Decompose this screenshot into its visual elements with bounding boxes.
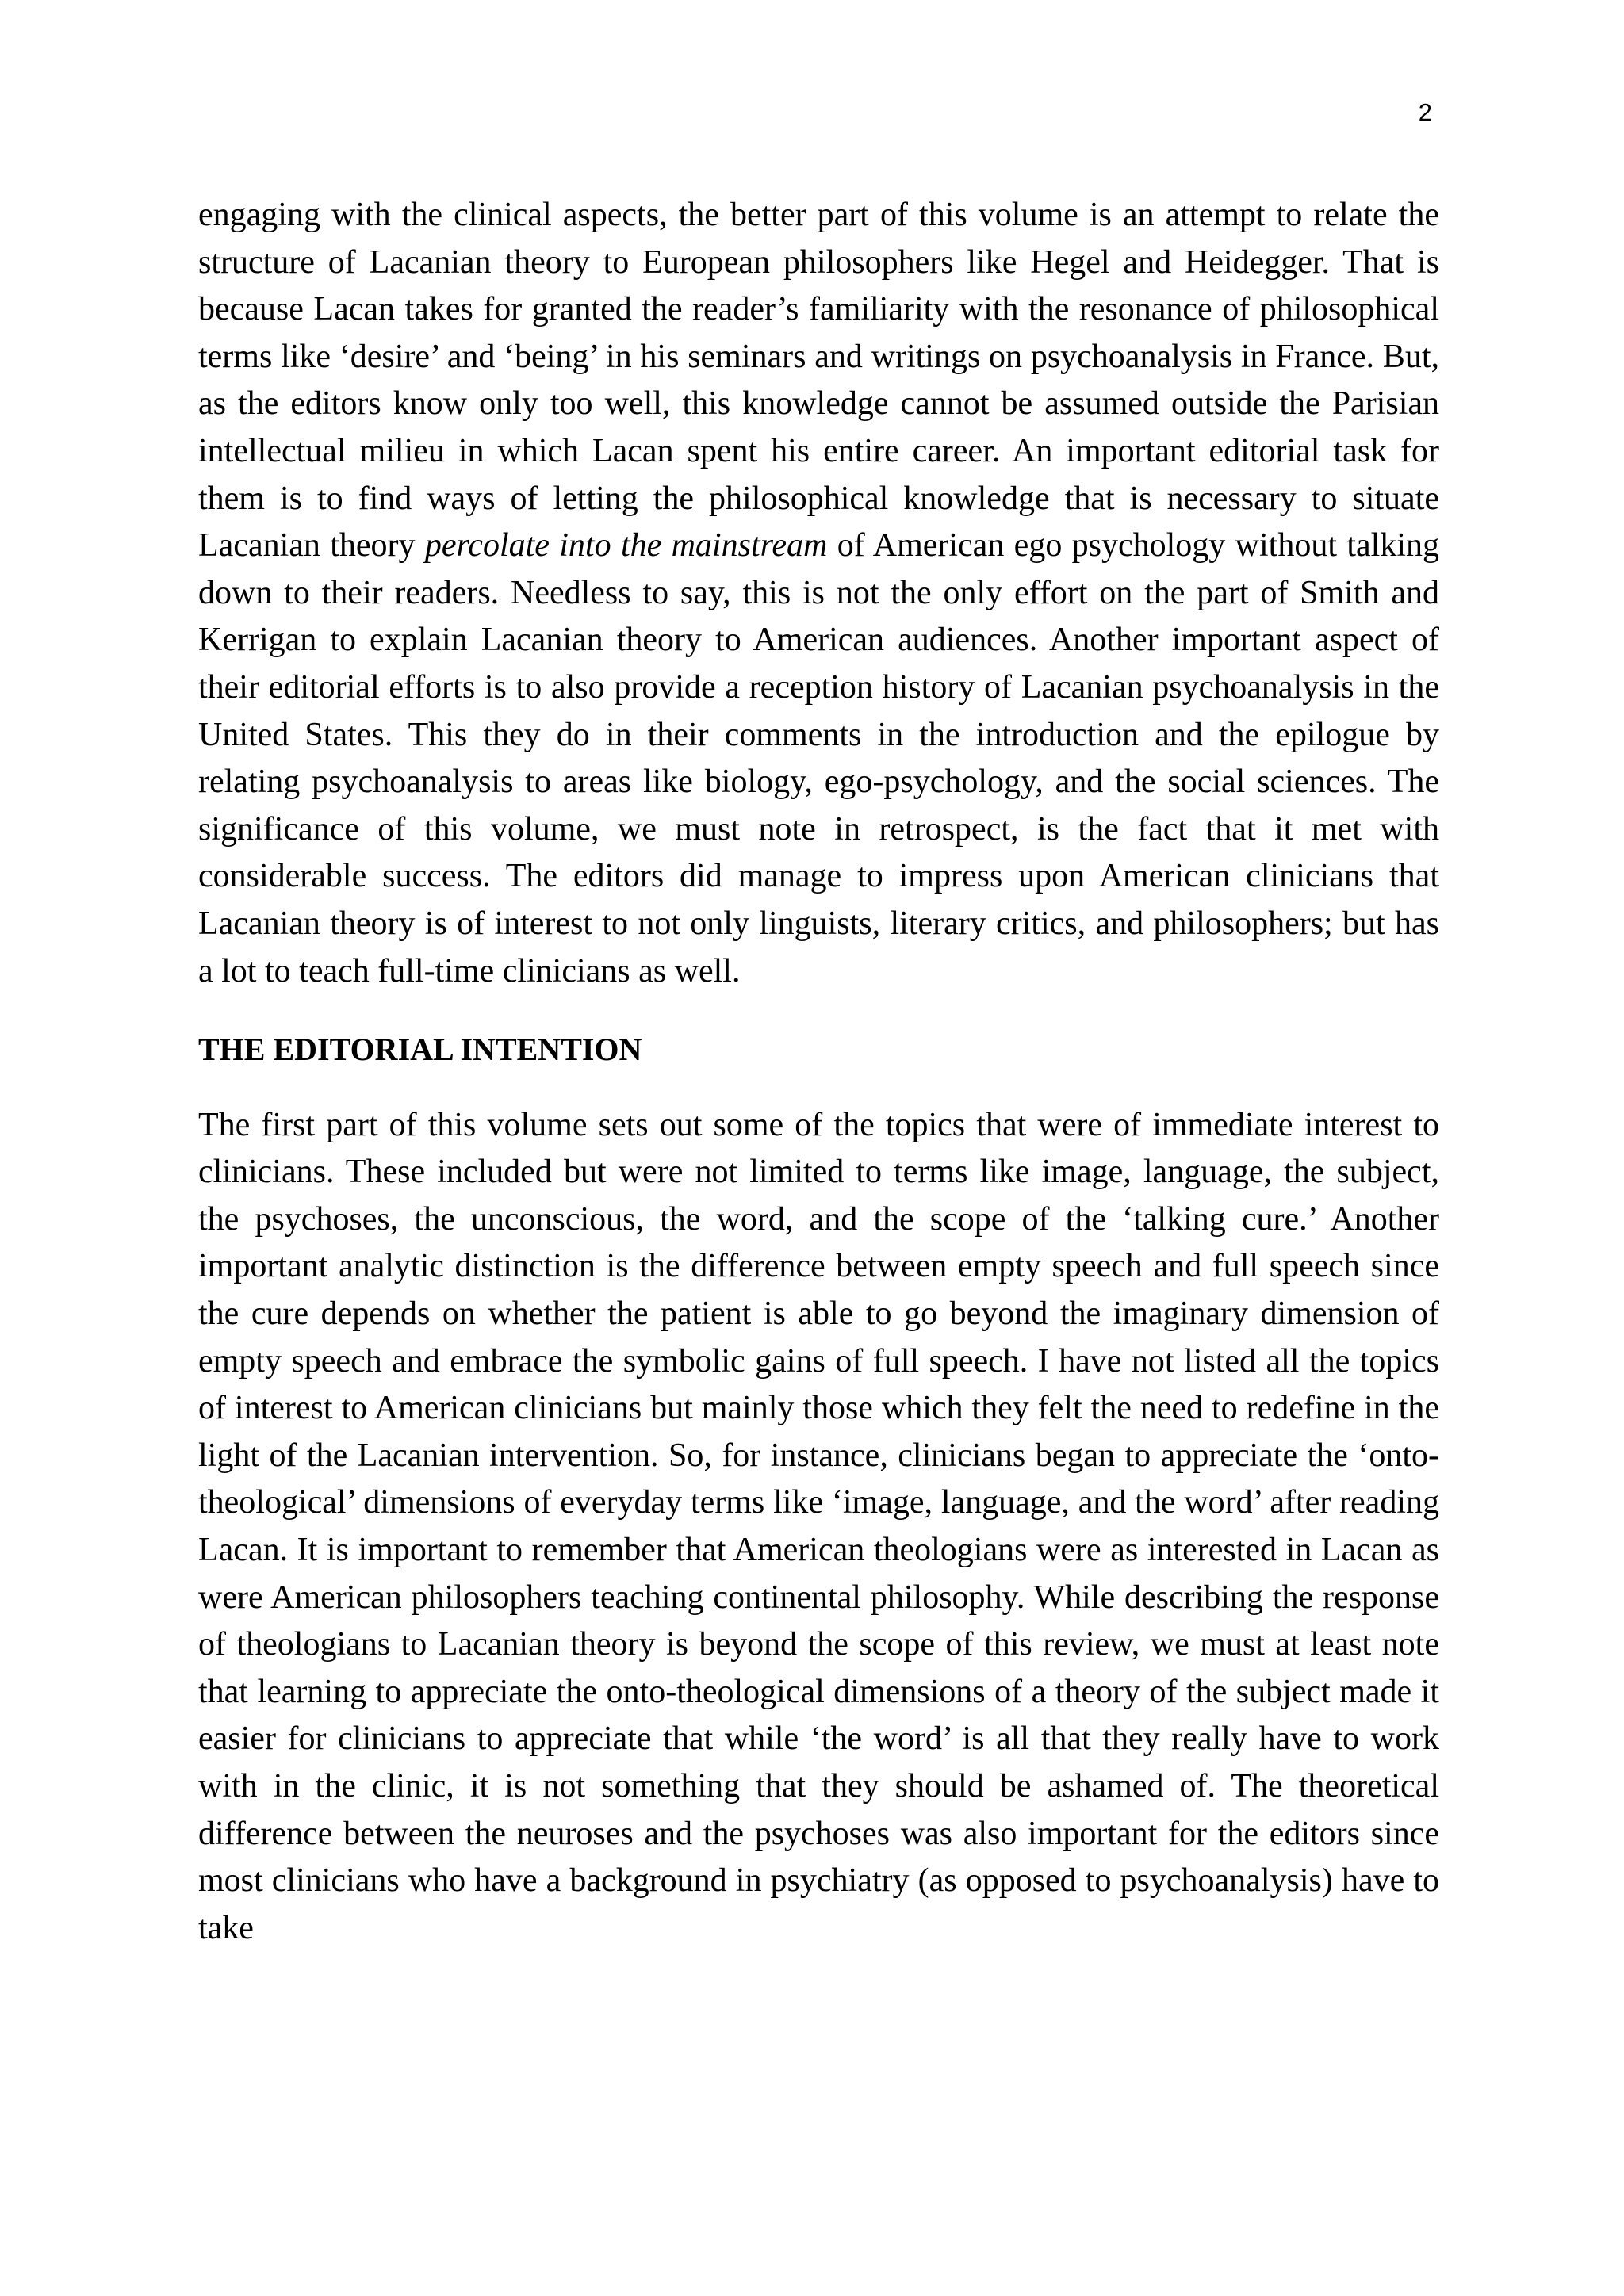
body-paragraph-2: The first part of this volume sets out some of the topics that were of immediate interest to clinicians. These included but were not limited to terms like image, language, the subject, the psychoses, the unconscious, the word, and the scope of the ‘talking cure.’ Another important analytic distinction is the difference between empty speech and full speech since the cure depends on whether the patient is able to go beyond the imaginary dimension of empty speech and embrace the symbolic gains of full speech. I have not listed all the topics of interest to American clinicians but mainly those which they felt the need to redefine in the light of the Lacanian intervention. So, for instance, clinicians began to appreciate the ‘onto-theological’ dimensions of everyday terms like ‘image, language, and the word’ after reading Lacan. It is important to remember that American theologians were as interested in Lacan as were American philosophers teaching continental philosophy. While describing the response of theologians to Lacanian theory is beyond the scope of this review, we must at least note that learning to appreciate the onto-theological dimensions of a theory of the subject made it easier for clinicians to appreciate that while ‘the word’ is all that they really have to work with in the clinic, it is not something that they should be ashamed of. The theoretical difference between the neuroses and the psychoses was also important for the editors since most clinicians who have a background in psychiatry (as opposed to psychoanalysis) have to take — [198, 1106, 1439, 1946]
section-heading: THE EDITORIAL INTENTION — [198, 1031, 642, 1068]
paragraph-1-text-start: engaging with the clinical aspects, the better part of this volume is an attempt to relate the structure of Lacanian theory to European philosophers like Hegel and Heidegger. That is because Lacan takes for granted the reader’s familiarity with the resonance of philosophical terms like ‘desire’ and ‘being’ in his seminars and writings on psychoanalysis in France. But, as the editors know only too well, this knowledge cannot be assumed outside the Parisian intellectual milieu in which Lacan spent his entire career. An important editorial task for them is to find ways of letting the philosophical knowledge that is necessary to situate Lacanian theory — [198, 197, 1439, 564]
page-number: 2 — [1418, 98, 1432, 126]
page-body — [198, 192, 1439, 1952]
italic-phrase: percolate into the mainstream — [424, 527, 828, 564]
paragraph-1-text-end: of American ego psychology without talking down to their readers. Needless to say, this is not the only effort on the part of Smith and Kerrigan to explain Lacanian theory to American audiences. Another important aspect of their editorial efforts is to also provide a reception history of Lacanian psychoanalysis in the United States. This they do in their comments in the introduction and the epilogue by relating psychoanalysis to areas like biology, ego-psychology, and the social sciences. The significance of this volume, we must note in retrospect, is the fact that it met with considerable success. The editors did manage to impress upon American clinicians that Lacanian theory is of interest to not only linguists, literary critics, and philosophers; but has a lot to teach full-time clinicians as well. — [198, 527, 1439, 989]
body-paragraph-1 — [198, 192, 1439, 995]
